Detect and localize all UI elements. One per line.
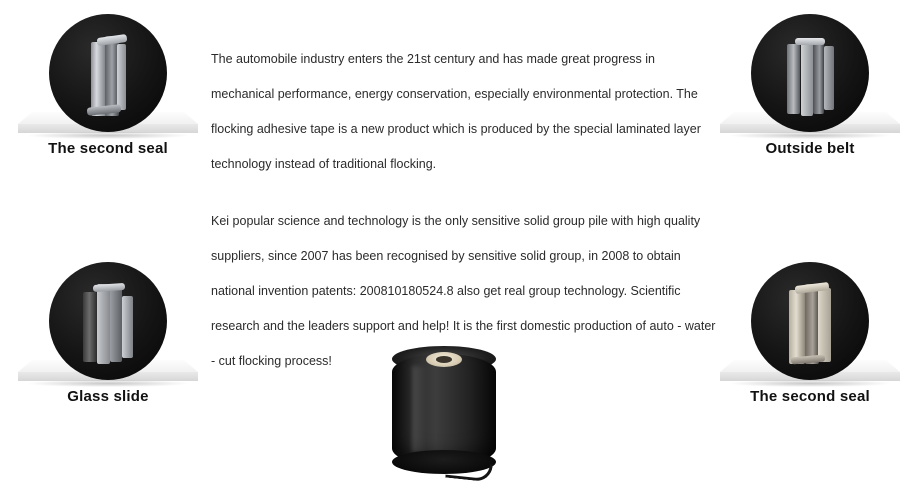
spool-tape-tail	[445, 460, 493, 483]
product-card-outside-belt	[710, 14, 910, 157]
article-paragraph-2: Kei popular science and technology is the only sensitive solid group pile with high quality suppliers, since 2007 has been recognised by sensitive solid group, in 2008 to obtain national invention patents: 200810180524.8 also get real group technology. Scientific research and the leaders support and help! It is the first domestic production of auto - water - cut flocking process!	[211, 214, 716, 368]
spool-hub-hole	[436, 356, 452, 363]
article-paragraph-1: The automobile industry enters the 21st century and has made great progress in mechanical performance, energy conservation, especially environmental protection. The flocking adhesive tape is a new product which is produced by the special laminated layer technology instead of traditional flocking.	[211, 52, 701, 171]
product-card-second-seal-top-left	[8, 14, 208, 157]
product-caption: The second seal	[48, 140, 168, 157]
product-card-second-seal-bottom-right	[710, 262, 910, 405]
product-photo-outside-belt	[751, 14, 869, 132]
product-photo-second-seal-top-left	[49, 14, 167, 132]
product-photo-glass-slide	[49, 262, 167, 380]
product-card-glass-slide	[8, 262, 208, 405]
product-caption: Glass slide	[67, 388, 149, 405]
product-photo-second-seal-bottom-right	[751, 262, 869, 380]
spool-highlight	[412, 366, 426, 452]
article-text	[211, 42, 719, 379]
product-caption: Outside belt	[765, 140, 855, 157]
flocking-tape-spool-image	[388, 346, 500, 482]
product-caption: The second seal	[750, 388, 870, 405]
